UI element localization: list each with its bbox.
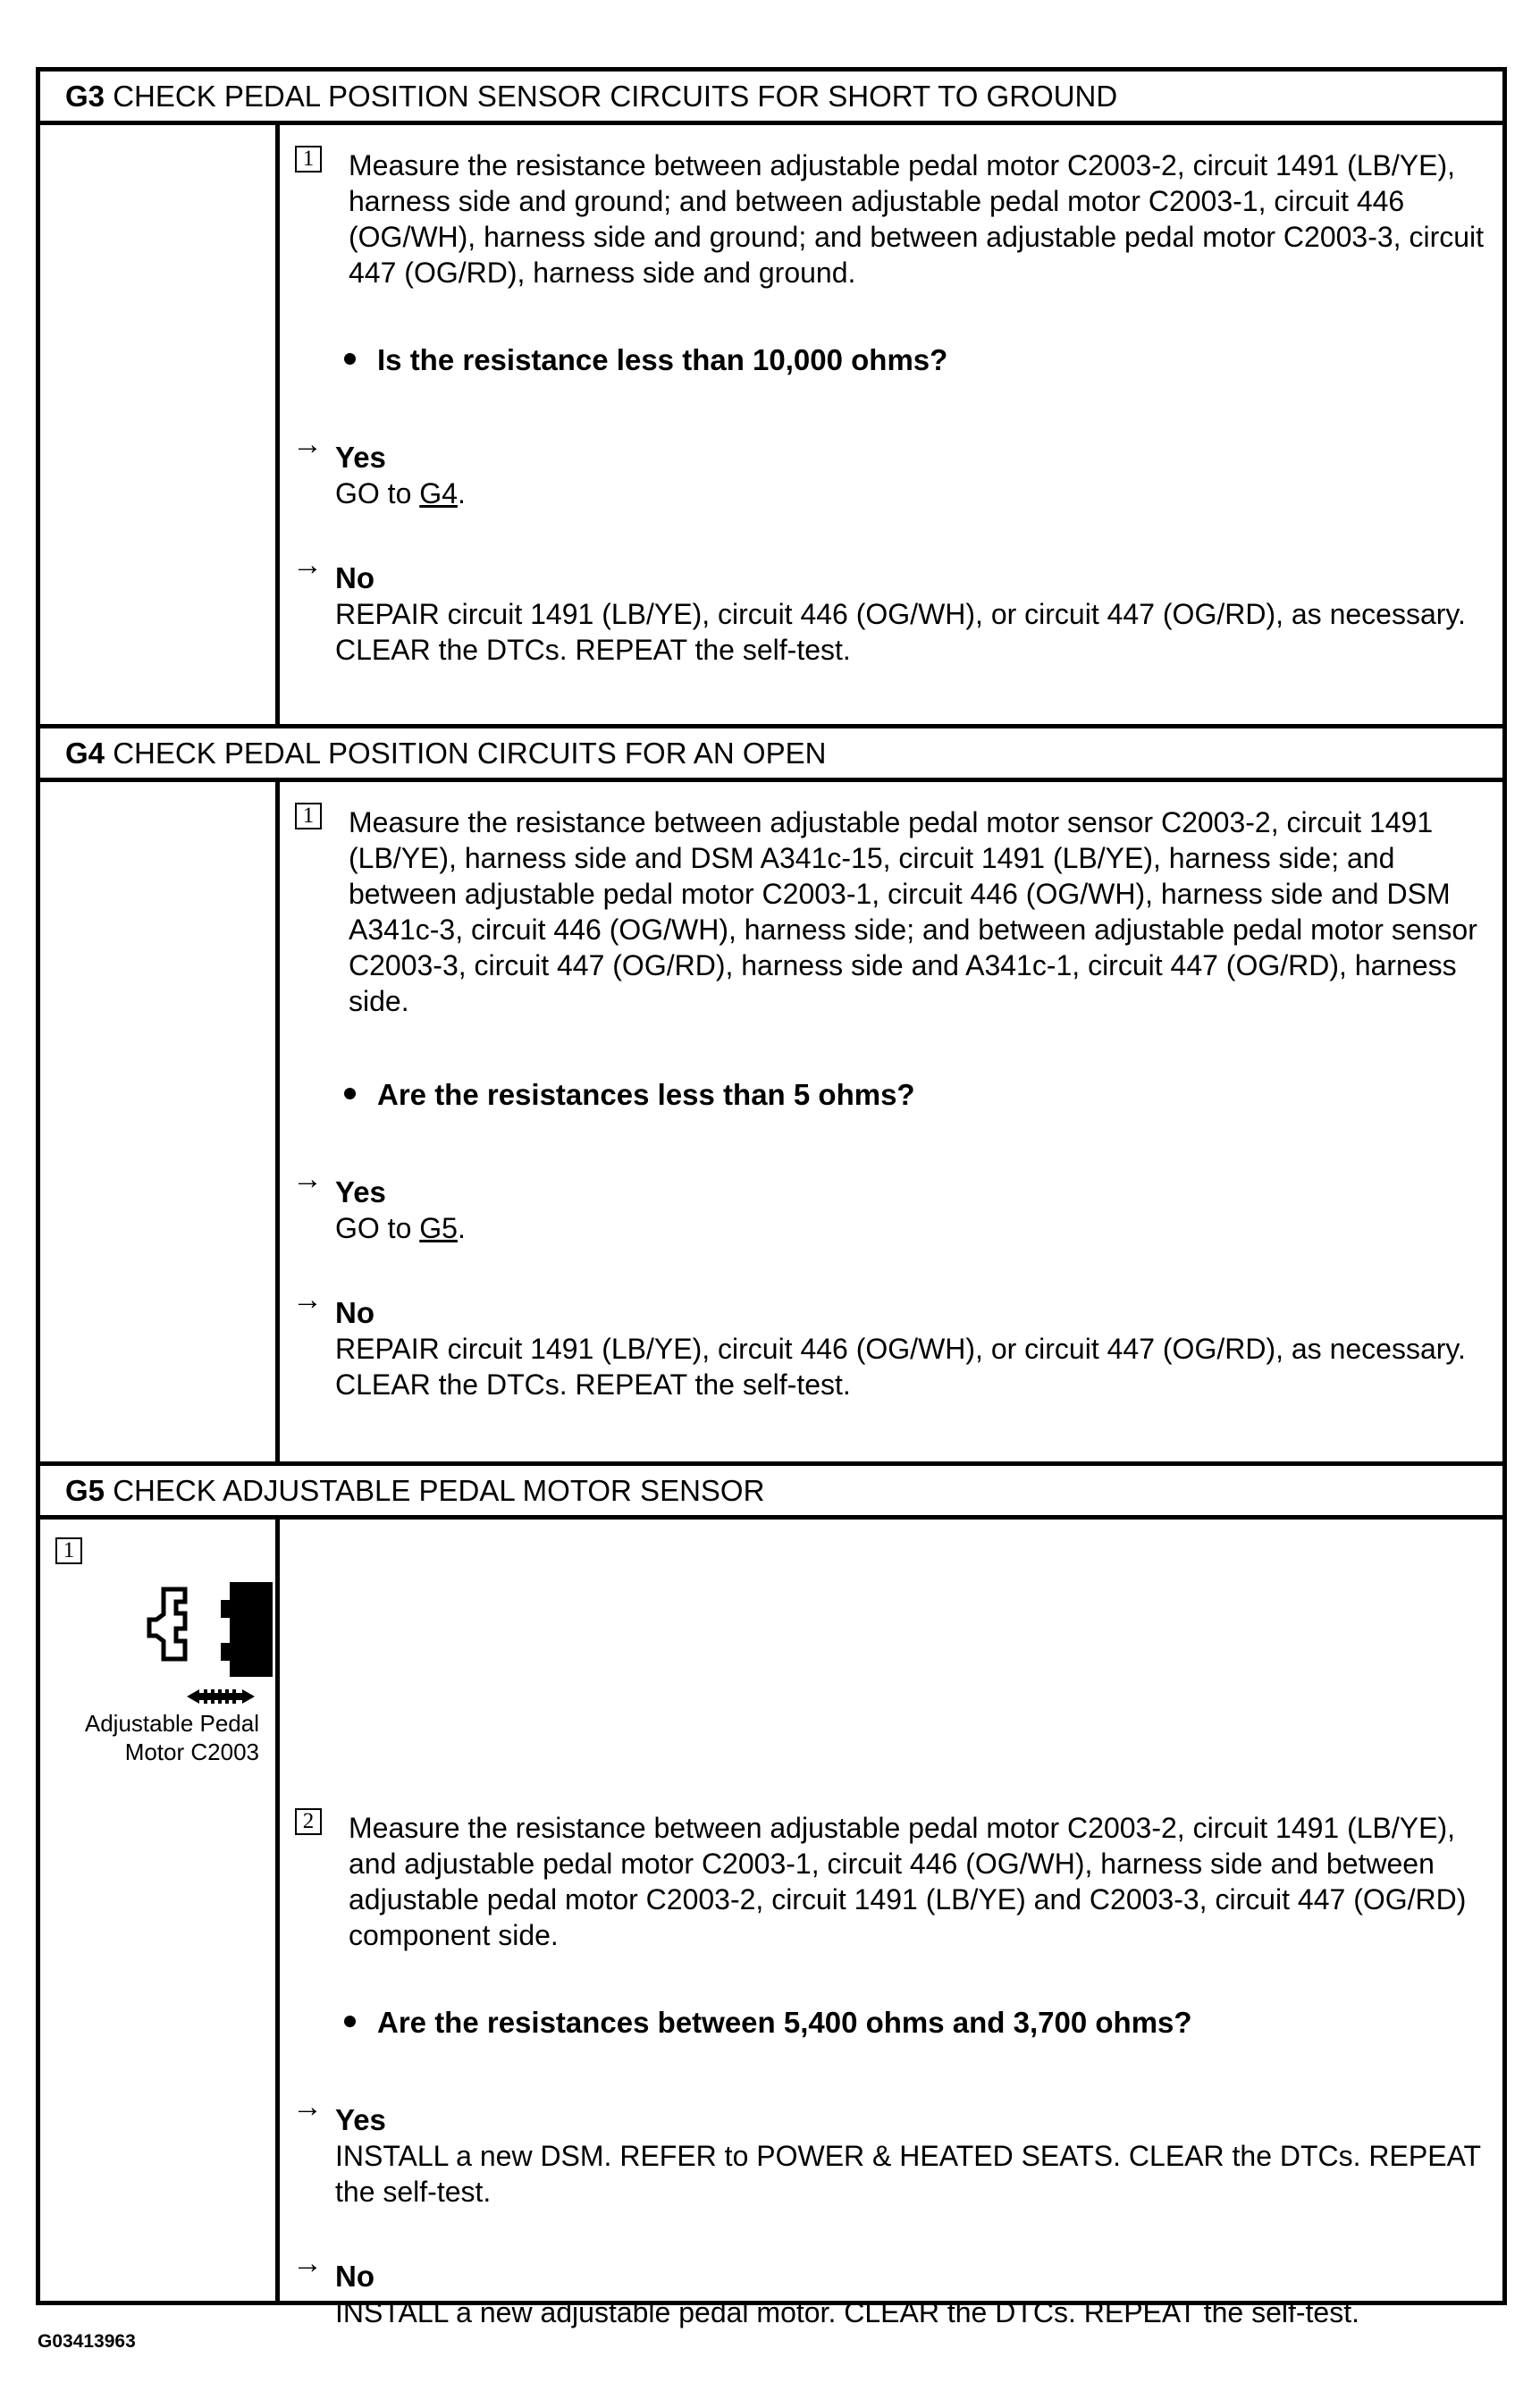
g5-step2-box: 2: [295, 1808, 322, 1835]
g3-goto-g4-link[interactable]: G4: [419, 477, 458, 509]
arrow-icon: →: [292, 548, 323, 582]
g5-title: CHECK ADJUSTABLE PEDAL MOTOR SENSOR: [113, 1474, 765, 1507]
g5-no-label: No: [335, 2260, 374, 2293]
g3-yes-action: [335, 476, 466, 511]
g5-no-action: INSTALL a new adjustable pedal motor. CLEAR the DTCs. REPEAT the self-test.: [335, 2296, 1359, 2328]
g3-question-text: Is the resistance less than 10,000 ohms?: [377, 343, 948, 376]
g4-yes-label: Yes: [335, 1175, 386, 1208]
diagnostic-table: [36, 67, 1507, 2328]
column-divider: [275, 125, 280, 724]
arrow-icon: →: [292, 1162, 323, 1196]
connector-icon: [112, 1573, 290, 1707]
figure-id: G03413963: [38, 2331, 136, 2352]
g4-section: [40, 782, 1502, 1466]
figure-caption-line2: Motor C2003: [124, 1739, 259, 1765]
arrow-icon: →: [292, 427, 323, 461]
g4-question-text: Are the resistances less than 5 ohms?: [377, 1078, 915, 1111]
g4-code: G4: [65, 737, 105, 770]
bullet-icon: [344, 2016, 356, 2027]
g4-instruction: Measure the resistance between adjustable pedal motor sensor C2003-2, circuit 1491 (LB/YE), harness side and DSM A341c-15, circuit 1491 (LB/YE), harness side; and between adjustable pedal motor C2003-1, circuit 446 (OG/WH), harness side and DSM A341c-3, circuit 446 (OG/WH), harness side; and between adjustable pedal motor sensor C2003-3, circuit 447 (OG/RD), harness side and A341c-1, circuit 447 (OG/RD), harness side.: [349, 806, 1477, 1017]
bullet-icon: [344, 1088, 356, 1099]
g4-no-label: No: [335, 1296, 374, 1329]
g3-section: [40, 125, 1502, 728]
g4-goto-g5-link[interactable]: G5: [419, 1212, 458, 1244]
g4-yes-suffix: .: [457, 1212, 466, 1244]
g3-no-action: REPAIR circuit 1491 (LB/YE), circuit 446 (OG/WH), or circuit 447 (OG/RD), as necessary. CLEAR the DTCs. REPEAT the self-test.: [335, 598, 1466, 666]
g4-step-box: 1: [295, 803, 322, 829]
g4-yes-text: GO to: [335, 1212, 420, 1244]
g3-header: [40, 72, 1502, 125]
g4-question: [344, 1077, 915, 1113]
g5-yes-action: INSTALL a new DSM. REFER to POWER & HEATED SEATS. CLEAR the DTCs. REPEAT the self-test.: [335, 2140, 1481, 2208]
arrow-icon: →: [292, 2246, 323, 2280]
g5-instruction: Measure the resistance between adjustable pedal motor C2003-2, circuit 1491 (LB/YE), and adjustable pedal motor C2003-1, circuit 446 (OG/WH), harness side and between adjustable pedal motor C2003-2, circuit 1491 (LB/YE) and C2003-3, circuit 447 (OG/RD) component side.: [349, 1812, 1467, 1951]
column-divider: [275, 782, 280, 1461]
connector-figure: [40, 1520, 275, 1765]
g3-step-box: 1: [295, 146, 322, 173]
g4-no-action: REPAIR circuit 1491 (LB/YE), circuit 446 (OG/WH), or circuit 447 (OG/RD), as necessary. CLEAR the DTCs. REPEAT the self-test.: [335, 1333, 1466, 1401]
g5-question-text: Are the resistances between 5,400 ohms and 3,700 ohms?: [377, 2006, 1192, 2039]
g3-yes-text: GO to: [335, 477, 420, 509]
g3-title: CHECK PEDAL POSITION SENSOR CIRCUITS FOR SHORT TO GROUND: [113, 80, 1118, 113]
g3-no-label: No: [335, 561, 374, 594]
arrow-icon: →: [292, 2090, 323, 2124]
bullet-icon: [344, 353, 356, 365]
arrow-icon: →: [292, 1283, 323, 1317]
figure-caption-line1: Adjustable Pedal: [84, 1710, 259, 1737]
g5-code: G5: [65, 1474, 105, 1507]
g4-header: [40, 728, 1502, 782]
g3-code: G3: [65, 80, 105, 113]
figure-caption: [85, 1709, 259, 1766]
g3-yes-label: Yes: [335, 441, 386, 474]
g5-question: [344, 2005, 1192, 2041]
g3-instruction: Measure the resistance between adjustable pedal motor C2003-2, circuit 1491 (LB/YE), harness side and ground; and between adjustable pedal motor C2003-1, circuit 446 (OG/WH), harness side and ground; and between adjustable pedal motor C2003-3, circuit 447 (OG/RD), harness side and ground.: [349, 149, 1485, 289]
g3-yes-suffix: .: [457, 477, 466, 509]
g5-step1-box: 1: [55, 1537, 82, 1564]
g4-yes-action: [335, 1210, 466, 1246]
g5-header: [40, 1466, 1502, 1520]
g3-question: [344, 342, 947, 378]
g5-section: [40, 1520, 1502, 2328]
g4-title: CHECK PEDAL POSITION CIRCUITS FOR AN OPEN: [113, 737, 827, 770]
g5-yes-label: Yes: [335, 2103, 386, 2136]
